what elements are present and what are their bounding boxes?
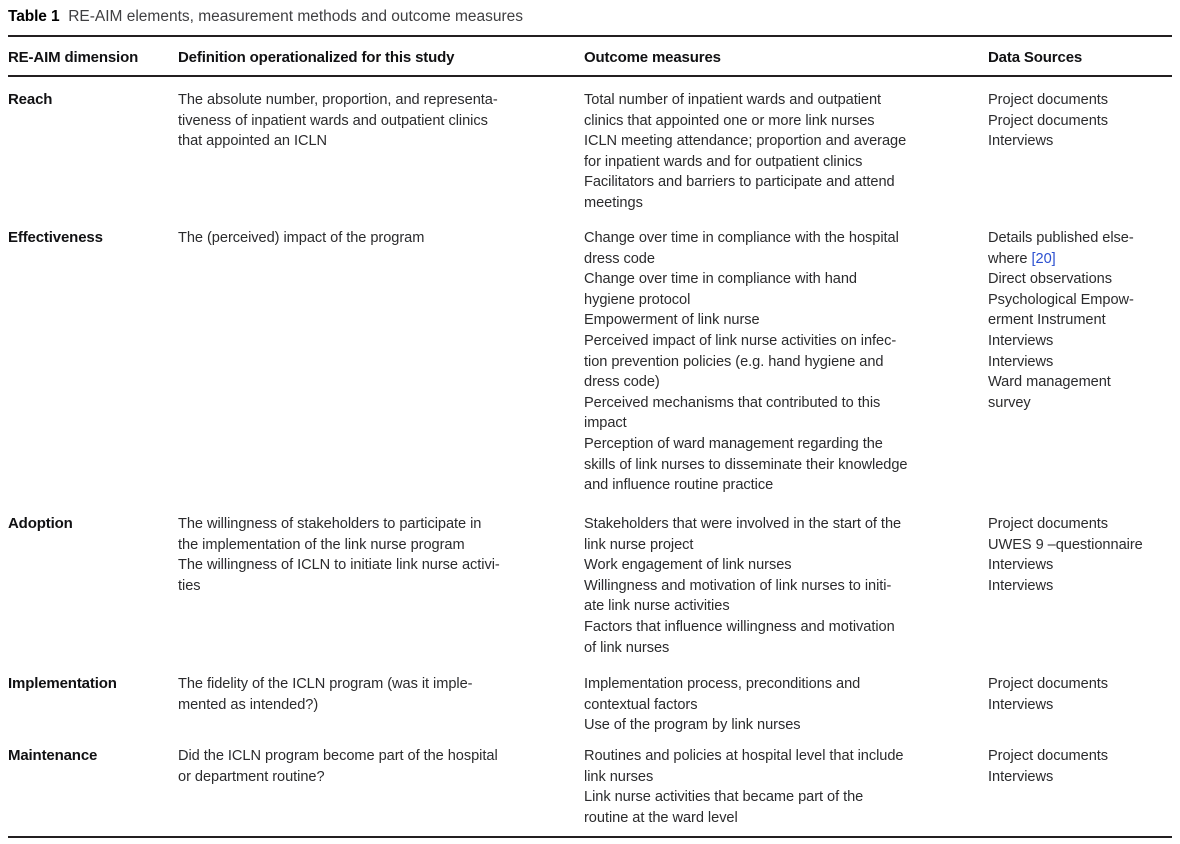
text-line: Interviews bbox=[988, 768, 1054, 785]
column-header-definition: Definition operationalized for this study bbox=[178, 49, 455, 66]
text-line: meetings bbox=[584, 194, 643, 211]
cell-outcome-measures bbox=[584, 514, 988, 658]
text-line: Project documents bbox=[988, 748, 1109, 764]
text-line: Stakeholders that were involved in the start of the bbox=[584, 516, 902, 532]
cell-dimension: Implementation bbox=[8, 675, 117, 692]
cell-data-sources bbox=[988, 746, 1178, 787]
text-line: skills of link nurses to disseminate their knowledge bbox=[584, 456, 908, 473]
cell-dimension: Adoption bbox=[8, 515, 73, 532]
cell-definition bbox=[178, 90, 584, 152]
text-line: Project documents bbox=[988, 676, 1109, 692]
text-line: survey bbox=[988, 394, 1031, 411]
table-caption bbox=[8, 7, 1172, 27]
table-caption-text: RE-AIM elements, measurement methods and outcome measures bbox=[68, 8, 524, 25]
text-line: Empowerment of link nurse bbox=[584, 312, 760, 329]
cell-data-sources bbox=[988, 90, 1178, 152]
text-line: The willingness of stakeholders to participate in bbox=[178, 516, 482, 532]
text-line: Did the ICLN program become part of the hospital bbox=[178, 748, 498, 764]
text-line: tion prevention policies (e.g. hand hygiene and bbox=[584, 353, 884, 370]
cell-dimension: Maintenance bbox=[8, 747, 98, 764]
text-line: dress code bbox=[584, 250, 655, 267]
text-line: ties bbox=[178, 577, 201, 594]
cell-definition bbox=[178, 228, 584, 249]
text-line: ate link nurse activities bbox=[584, 598, 730, 615]
text-line: Project documents bbox=[988, 92, 1109, 108]
text-line: Project documents bbox=[988, 112, 1109, 129]
text-line: link nurses bbox=[584, 768, 654, 785]
text-line: Interviews bbox=[988, 557, 1054, 574]
text-line: the implementation of the link nurse program bbox=[178, 536, 465, 553]
text-line: The (perceived) impact of the program bbox=[178, 230, 425, 246]
text-line: Ward management bbox=[988, 374, 1111, 391]
cell-definition bbox=[178, 746, 584, 787]
text-line: erment Instrument bbox=[988, 312, 1106, 329]
text-line: tiveness of inpatient wards and outpatient clinics bbox=[178, 112, 488, 129]
text-line: Details published else- bbox=[988, 230, 1134, 246]
text-line: hygiene protocol bbox=[584, 291, 691, 308]
text-line: Willingness and motivation of link nurses to initi- bbox=[584, 577, 892, 594]
text-line: Interviews bbox=[988, 133, 1054, 150]
rule-bottom bbox=[8, 836, 1172, 838]
text-line: Psychological Empow- bbox=[988, 291, 1134, 308]
cell-outcome-measures bbox=[584, 228, 988, 496]
text-line: impact bbox=[584, 415, 627, 432]
cell-dimension: Reach bbox=[8, 91, 53, 108]
text-line: Work engagement of link nurses bbox=[584, 557, 792, 574]
text-line: of link nurses bbox=[584, 639, 670, 656]
cell-outcome-measures bbox=[584, 90, 988, 214]
text-line: Interviews bbox=[988, 696, 1054, 713]
cell-data-sources bbox=[988, 674, 1178, 715]
text-line: Routines and policies at hospital level that include bbox=[584, 748, 904, 764]
text-line: where [20] bbox=[988, 250, 1056, 267]
column-header-sources: Data Sources bbox=[988, 49, 1083, 66]
text-line: Link nurse activities that became part of the bbox=[584, 789, 864, 806]
cell-outcome-measures bbox=[584, 674, 988, 736]
text-line: Perceived mechanisms that contributed to this bbox=[584, 394, 881, 411]
text-line: UWES 9 –questionnaire bbox=[988, 536, 1143, 553]
text-line: or department routine? bbox=[178, 768, 325, 785]
text-line: Project documents bbox=[988, 516, 1109, 532]
cell-data-sources bbox=[988, 514, 1178, 596]
text-line: Interviews bbox=[988, 577, 1054, 594]
text-line: mented as intended?) bbox=[178, 696, 319, 713]
text-line: Total number of inpatient wards and outpatient bbox=[584, 92, 882, 108]
text-line: and influence routine practice bbox=[584, 477, 774, 494]
text-line: Direct observations bbox=[988, 271, 1112, 288]
cell-outcome-measures bbox=[584, 746, 988, 828]
text-line: Interviews bbox=[988, 332, 1054, 349]
text-line: dress code) bbox=[584, 374, 660, 391]
text-line: for inpatient wards and for outpatient clinics bbox=[584, 153, 863, 170]
cell-data-sources bbox=[988, 228, 1178, 413]
text-line: The absolute number, proportion, and representa- bbox=[178, 92, 498, 108]
text-line: clinics that appointed one or more link nurses bbox=[584, 112, 875, 129]
text-line: ICLN meeting attendance; proportion and average bbox=[584, 133, 907, 150]
text-line: Change over time in compliance with the hospital bbox=[584, 230, 899, 246]
text-line: The willingness of ICLN to initiate link nurse activi- bbox=[178, 557, 500, 574]
cell-dimension: Effectiveness bbox=[8, 229, 103, 246]
text-line: Interviews bbox=[988, 353, 1054, 370]
text-line: Change over time in compliance with hand bbox=[584, 271, 858, 288]
text-line: The fidelity of the ICLN program (was it imple- bbox=[178, 676, 473, 692]
text-line: Factors that influence willingness and motivation bbox=[584, 618, 895, 635]
text-line: Perception of ward management regarding the bbox=[584, 435, 883, 452]
text-line: Use of the program by link nurses bbox=[584, 717, 801, 734]
text-line: Perceived impact of link nurse activities on infec- bbox=[584, 332, 897, 349]
table-caption-label: Table 1 bbox=[8, 8, 60, 25]
citation-link[interactable]: [20] bbox=[1031, 250, 1056, 267]
rule-header-bottom bbox=[8, 75, 1172, 77]
rule-top bbox=[8, 35, 1172, 37]
text-line: link nurse project bbox=[584, 536, 694, 553]
cell-definition bbox=[178, 514, 584, 596]
text-line: routine at the ward level bbox=[584, 809, 738, 826]
cell-definition bbox=[178, 674, 584, 715]
text-line: that appointed an ICLN bbox=[178, 133, 327, 150]
text-line: Implementation process, preconditions and bbox=[584, 676, 861, 692]
text-line: contextual factors bbox=[584, 696, 698, 713]
column-header-dimension: RE-AIM dimension bbox=[8, 49, 139, 66]
column-header-outcomes: Outcome measures bbox=[584, 49, 721, 66]
text-line: Facilitators and barriers to participate and attend bbox=[584, 174, 895, 191]
